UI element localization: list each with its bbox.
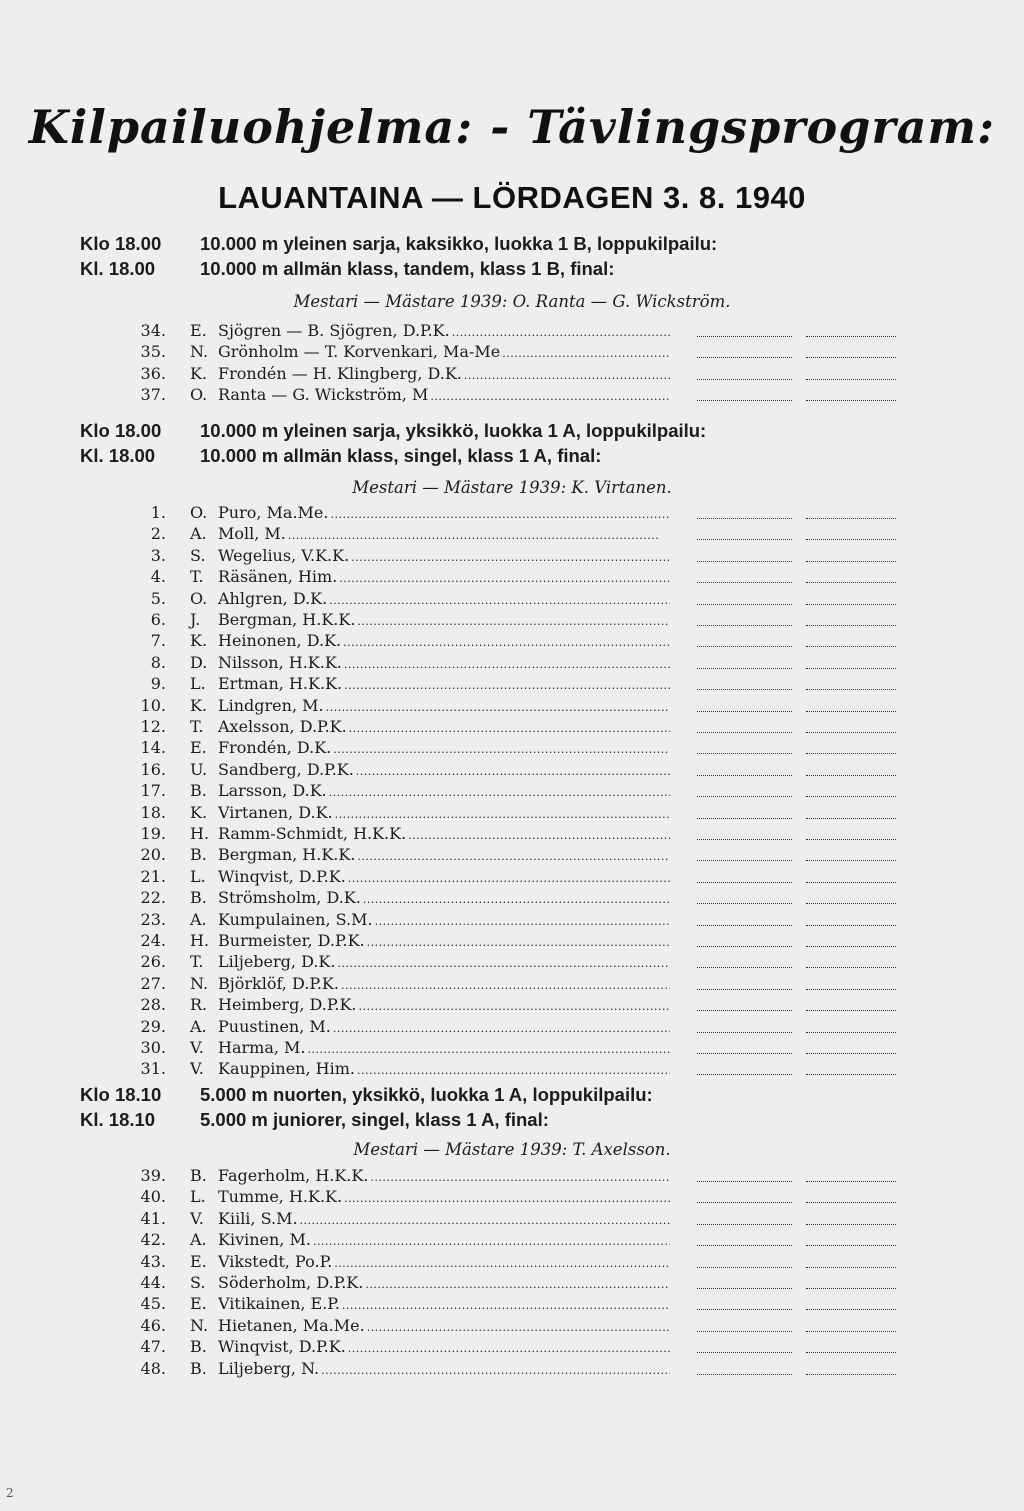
entry-initial: S. bbox=[190, 545, 206, 565]
entry-row bbox=[0, 1230, 1024, 1251]
entry-name: Heimberg, D.P.K. . . . bbox=[218, 995, 670, 1014]
event-description: 10.000 m yleinen sarja, kaksikko, luokka 1 B, loppukilpailu: bbox=[200, 233, 718, 254]
entry-initial: B. bbox=[190, 1337, 207, 1357]
entry-number: 41. bbox=[140, 1208, 166, 1228]
result-blank bbox=[806, 1309, 896, 1310]
entry-row bbox=[0, 1252, 1024, 1273]
entry-row bbox=[0, 910, 1024, 931]
entry-row bbox=[0, 1273, 1024, 1294]
entry-number: 44. bbox=[140, 1273, 166, 1292]
result-blank bbox=[697, 1032, 792, 1033]
entry-initial: S. bbox=[190, 1273, 206, 1292]
entry-initial: V. bbox=[190, 1059, 204, 1079]
entry-row bbox=[0, 546, 1024, 567]
entry-name: Fagerholm, H.K.K. . . . bbox=[218, 1166, 670, 1185]
event-description: 10.000 m allmän klass, singel, klass 1 A, final: bbox=[200, 445, 602, 466]
entry-name: Larsson, D.K. . . . bbox=[218, 781, 670, 800]
entry-initial: V. bbox=[190, 1038, 204, 1057]
entry-initial: N. bbox=[190, 342, 209, 362]
entry-row bbox=[0, 845, 1024, 866]
result-blank bbox=[806, 1053, 896, 1054]
entry-name: Virtanen, D.K. . . . bbox=[218, 803, 670, 822]
event-heading-fi bbox=[80, 1084, 653, 1106]
entry-row bbox=[0, 738, 1024, 759]
entry-number: 28. bbox=[140, 995, 166, 1015]
entry-row bbox=[0, 1038, 1024, 1059]
result-blank bbox=[697, 753, 792, 754]
result-blank bbox=[806, 967, 896, 968]
entry-number: 9. bbox=[150, 674, 166, 694]
entry-initial: L. bbox=[190, 866, 206, 886]
result-blank bbox=[806, 561, 896, 562]
result-blank bbox=[697, 646, 792, 647]
entry-name: Ahlgren, D.K. . . . bbox=[218, 589, 670, 608]
entry-number: 6. bbox=[150, 610, 166, 629]
result-blank bbox=[697, 967, 792, 968]
result-blank bbox=[806, 379, 896, 380]
result-blank bbox=[806, 518, 896, 519]
event-description: 5.000 m nuorten, yksikkö, luokka 1 A, loppukilpailu: bbox=[200, 1084, 653, 1105]
entry-row bbox=[0, 653, 1024, 674]
result-blank bbox=[697, 818, 792, 819]
entry-row bbox=[0, 824, 1024, 845]
entry-initial: A. bbox=[190, 1230, 207, 1250]
entry-name: Harma, M. . . . bbox=[218, 1038, 670, 1057]
result-blank bbox=[697, 1245, 792, 1246]
entry-initial: B. bbox=[190, 781, 207, 801]
entry-initial: E. bbox=[190, 1251, 207, 1271]
entry-row bbox=[0, 803, 1024, 824]
result-blank bbox=[697, 1224, 792, 1225]
entry-row bbox=[0, 524, 1024, 545]
entry-name: Puro, Ma.Me. . . . bbox=[218, 503, 670, 522]
entry-row bbox=[0, 1294, 1024, 1315]
entry-number: 1. bbox=[150, 503, 166, 522]
result-blank bbox=[697, 1331, 792, 1332]
entry-name: Axelsson, D.P.K. . . . bbox=[218, 717, 670, 736]
entry-name: Burmeister, D.P.K. . . . bbox=[218, 931, 670, 950]
event-time: Klo 18.00 bbox=[80, 233, 162, 254]
entry-initial: H. bbox=[190, 931, 210, 950]
entry-name: Wegelius, V.K.K. . . . bbox=[218, 546, 670, 565]
entry-name: Kauppinen, Him. . . . bbox=[218, 1059, 670, 1078]
result-blank bbox=[697, 582, 792, 583]
entry-row bbox=[0, 1187, 1024, 1208]
entry-initial: V. bbox=[190, 1208, 204, 1228]
entry-number: 3. bbox=[150, 545, 166, 565]
entry-number: 7. bbox=[150, 631, 166, 651]
result-blank bbox=[806, 604, 896, 605]
entry-number: 23. bbox=[140, 909, 166, 929]
entry-name: Hietanen, Ma.Me. . . . bbox=[218, 1316, 670, 1335]
entry-name: Bergman, H.K.K. . . . bbox=[218, 845, 670, 864]
entry-number: 22. bbox=[140, 888, 166, 908]
entry-initial: E. bbox=[190, 1294, 207, 1314]
entry-name: Puustinen, M. . . . bbox=[218, 1017, 670, 1036]
result-blank bbox=[697, 1288, 792, 1289]
result-blank bbox=[697, 1074, 792, 1075]
entry-number: 35. bbox=[140, 342, 166, 362]
entry-row bbox=[0, 674, 1024, 695]
result-blank bbox=[806, 539, 896, 540]
event-time: Klo 18.10 bbox=[80, 1084, 162, 1105]
result-blank bbox=[697, 539, 792, 540]
entry-initial: B. bbox=[190, 1358, 207, 1378]
result-blank bbox=[697, 379, 792, 380]
page-title: Kilpailuohjelma: - Tävlingsprogram: bbox=[28, 100, 996, 154]
entry-name: Vitikainen, E.P. . . . bbox=[218, 1294, 670, 1313]
entry-row bbox=[0, 888, 1024, 909]
entry-name: Ramm-Schmidt, H.K.K. . . . bbox=[218, 824, 670, 843]
entry-number: 21. bbox=[140, 866, 166, 886]
entry-number: 19. bbox=[140, 824, 166, 843]
result-blank bbox=[806, 925, 896, 926]
entry-initial: E. bbox=[190, 738, 207, 758]
entry-row bbox=[0, 1316, 1024, 1337]
entry-row bbox=[0, 610, 1024, 631]
result-blank bbox=[806, 400, 896, 401]
result-blank bbox=[697, 1010, 792, 1011]
event-heading-sv bbox=[80, 1109, 549, 1131]
result-blank bbox=[697, 561, 792, 562]
previous-champion: Mestari — Mästare 1939: T. Axelsson. bbox=[353, 1140, 671, 1159]
result-blank bbox=[806, 1331, 896, 1332]
entry-row bbox=[0, 342, 1024, 363]
entry-row bbox=[0, 781, 1024, 802]
entry-name: Frondén — H. Klingberg, D.K. . . . bbox=[218, 364, 670, 383]
entry-name: Liljeberg, N. . . . bbox=[218, 1359, 670, 1378]
result-blank bbox=[806, 946, 896, 947]
entry-number: 20. bbox=[140, 845, 166, 865]
result-blank bbox=[697, 903, 792, 904]
entry-number: 48. bbox=[140, 1358, 166, 1378]
entry-number: 12. bbox=[140, 717, 166, 736]
entry-name: Sjögren — B. Sjögren, D.P.K. . . . bbox=[218, 321, 670, 340]
date-heading: LAUANTAINA — LÖRDAGEN 3. 8. 1940 bbox=[218, 180, 806, 215]
entry-number: 42. bbox=[140, 1230, 166, 1250]
result-blank bbox=[806, 336, 896, 337]
entry-row bbox=[0, 995, 1024, 1016]
event-heading-fi bbox=[80, 420, 706, 442]
entry-initial: O. bbox=[190, 385, 208, 405]
entry-initial: J. bbox=[190, 610, 201, 629]
entry-name: Bergman, H.K.K. . . . bbox=[218, 610, 670, 629]
event-time: Kl. 18.10 bbox=[80, 1109, 156, 1130]
result-blank bbox=[806, 796, 896, 797]
entry-row bbox=[0, 952, 1024, 973]
result-blank bbox=[697, 796, 792, 797]
result-blank bbox=[806, 903, 896, 904]
result-blank bbox=[806, 646, 896, 647]
result-blank bbox=[806, 839, 896, 840]
result-blank bbox=[697, 839, 792, 840]
entry-initial: A. bbox=[190, 909, 207, 929]
result-blank bbox=[806, 582, 896, 583]
entry-name: Kumpulainen, S.M. . . . bbox=[218, 910, 670, 929]
result-blank bbox=[806, 1288, 896, 1289]
entry-row bbox=[0, 867, 1024, 888]
entry-name: Sandberg, D.P.K. . . . bbox=[218, 760, 670, 779]
entry-row bbox=[0, 1337, 1024, 1358]
result-blank bbox=[697, 946, 792, 947]
result-blank bbox=[697, 1053, 792, 1054]
entry-initial: L. bbox=[190, 674, 206, 694]
previous-champion: Mestari — Mästare 1939: O. Ranta — G. Wickström. bbox=[293, 292, 731, 311]
entry-initial: D. bbox=[190, 652, 208, 672]
result-blank bbox=[697, 860, 792, 861]
entry-number: 26. bbox=[140, 952, 166, 972]
entry-row bbox=[0, 1359, 1024, 1380]
result-blank bbox=[806, 818, 896, 819]
entry-number: 29. bbox=[140, 1016, 166, 1036]
entry-initial: B. bbox=[190, 845, 207, 865]
entry-number: 16. bbox=[140, 759, 166, 779]
result-blank bbox=[806, 1352, 896, 1353]
entry-number: 14. bbox=[140, 738, 166, 758]
entry-initial: A. bbox=[190, 1016, 207, 1036]
entry-initial: O. bbox=[190, 503, 208, 522]
entry-name: Björklöf, D.P.K. . . . bbox=[218, 974, 670, 993]
event-heading-fi bbox=[80, 233, 717, 255]
entry-number: 18. bbox=[140, 802, 166, 822]
event-description: 10.000 m yleinen sarja, yksikkö, luokka 1 A, loppukilpailu: bbox=[200, 420, 707, 441]
result-blank bbox=[806, 1267, 896, 1268]
result-blank bbox=[806, 668, 896, 669]
entry-row bbox=[0, 321, 1024, 342]
entry-row bbox=[0, 760, 1024, 781]
entry-row bbox=[0, 931, 1024, 952]
result-blank bbox=[697, 689, 792, 690]
entry-row bbox=[0, 974, 1024, 995]
entry-initial: N. bbox=[190, 973, 209, 993]
entry-name: Liljeberg, D.K. . . . bbox=[218, 952, 670, 971]
entry-initial: K. bbox=[190, 363, 208, 383]
entry-number: 37. bbox=[140, 385, 166, 405]
entry-name: Kivinen, M. . . . bbox=[218, 1230, 670, 1249]
entry-name: Grönholm — T. Korvenkari, Ma-Me . . . bbox=[218, 342, 670, 361]
entry-name: Räsänen, Him. . . . bbox=[218, 567, 670, 586]
entry-name: Strömsholm, D.K. . . . bbox=[218, 888, 670, 907]
entry-number: 27. bbox=[140, 973, 166, 993]
entry-row bbox=[0, 1166, 1024, 1187]
entry-initial: E. bbox=[190, 321, 207, 340]
entry-initial: T. bbox=[190, 952, 204, 972]
entry-number: 31. bbox=[140, 1059, 166, 1079]
entry-initial: O. bbox=[190, 588, 208, 608]
entry-initial: K. bbox=[190, 695, 208, 715]
result-blank bbox=[697, 882, 792, 883]
entry-name: Nilsson, H.K.K. . . . bbox=[218, 653, 670, 672]
previous-champion: Mestari — Mästare 1939: K. Virtanen. bbox=[352, 478, 672, 497]
entry-name: Winqvist, D.P.K. . . . bbox=[218, 1337, 670, 1356]
result-blank bbox=[806, 860, 896, 861]
entry-initial: T. bbox=[190, 717, 204, 736]
result-blank bbox=[806, 989, 896, 990]
result-blank bbox=[806, 1181, 896, 1182]
result-blank bbox=[697, 1267, 792, 1268]
result-blank bbox=[806, 1202, 896, 1203]
entry-initial: U. bbox=[190, 759, 208, 779]
result-blank bbox=[697, 711, 792, 712]
result-blank bbox=[806, 882, 896, 883]
entry-number: 43. bbox=[140, 1251, 166, 1271]
result-blank bbox=[697, 732, 792, 733]
entry-number: 30. bbox=[140, 1038, 166, 1057]
result-blank bbox=[697, 775, 792, 776]
entry-name: Vikstedt, Po.P. . . . bbox=[218, 1252, 670, 1271]
entry-initial: B. bbox=[190, 888, 207, 908]
entry-number: 40. bbox=[140, 1187, 166, 1207]
entry-number: 47. bbox=[140, 1337, 166, 1357]
entry-row bbox=[0, 696, 1024, 717]
entry-number: 5. bbox=[150, 588, 166, 608]
entry-row bbox=[0, 589, 1024, 610]
entry-name: Lindgren, M. . . . bbox=[218, 696, 670, 715]
entry-name: Tumme, H.K.K. . . . bbox=[218, 1187, 670, 1206]
event-heading-sv bbox=[80, 258, 614, 280]
entry-name: Winqvist, D.P.K. . . . bbox=[218, 867, 670, 886]
result-blank bbox=[806, 732, 896, 733]
result-blank bbox=[806, 625, 896, 626]
entry-row bbox=[0, 503, 1024, 524]
result-blank bbox=[806, 775, 896, 776]
event-time: Kl. 18.00 bbox=[80, 258, 156, 279]
entry-number: 39. bbox=[140, 1166, 166, 1185]
entry-name: Heinonen, D.K. . . . bbox=[218, 631, 670, 650]
entry-row bbox=[0, 364, 1024, 385]
entry-row bbox=[0, 1059, 1024, 1080]
result-blank bbox=[697, 989, 792, 990]
event-time: Klo 18.00 bbox=[80, 420, 162, 441]
result-blank bbox=[697, 357, 792, 358]
event-time: Kl. 18.00 bbox=[80, 445, 156, 466]
result-blank bbox=[806, 1224, 896, 1225]
result-blank bbox=[697, 336, 792, 337]
result-blank bbox=[697, 925, 792, 926]
event-description: 5.000 m juniorer, singel, klass 1 A, final: bbox=[200, 1109, 549, 1130]
entry-row bbox=[0, 1209, 1024, 1230]
entry-number: 17. bbox=[140, 781, 166, 801]
page-number: 2 bbox=[6, 1486, 14, 1500]
entry-initial: H. bbox=[190, 824, 210, 843]
entry-number: 46. bbox=[140, 1315, 166, 1335]
entry-number: 36. bbox=[140, 363, 166, 383]
result-blank bbox=[697, 400, 792, 401]
result-blank bbox=[697, 1181, 792, 1182]
result-blank bbox=[697, 625, 792, 626]
event-heading-sv bbox=[80, 445, 601, 467]
entry-number: 24. bbox=[140, 931, 166, 950]
result-blank bbox=[806, 753, 896, 754]
entry-initial: K. bbox=[190, 631, 208, 651]
result-blank bbox=[697, 1202, 792, 1203]
result-blank bbox=[697, 1309, 792, 1310]
entry-number: 45. bbox=[140, 1294, 166, 1314]
entry-name: Ertman, H.K.K. . . . bbox=[218, 674, 670, 693]
entry-initial: N. bbox=[190, 1315, 209, 1335]
result-blank bbox=[806, 1245, 896, 1246]
entry-name: Ranta — G. Wickström, M . . . bbox=[218, 385, 670, 404]
entry-name: Söderholm, D.P.K. . . . bbox=[218, 1273, 670, 1292]
entry-row bbox=[0, 385, 1024, 406]
result-blank bbox=[697, 668, 792, 669]
entry-row bbox=[0, 631, 1024, 652]
entry-number: 10. bbox=[140, 695, 166, 715]
entry-number: 4. bbox=[150, 567, 166, 587]
entry-initial: R. bbox=[190, 995, 208, 1015]
result-blank bbox=[806, 711, 896, 712]
entry-name: Moll, M. . . . bbox=[218, 524, 670, 543]
result-blank bbox=[806, 689, 896, 690]
entry-row bbox=[0, 717, 1024, 738]
result-blank bbox=[806, 1032, 896, 1033]
entry-number: 8. bbox=[150, 652, 166, 672]
result-blank bbox=[697, 518, 792, 519]
entry-initial: K. bbox=[190, 802, 208, 822]
result-blank bbox=[697, 604, 792, 605]
result-blank bbox=[806, 1010, 896, 1011]
entry-name: Frondén, D.K. . . . bbox=[218, 738, 670, 757]
result-blank bbox=[806, 357, 896, 358]
entry-number: 2. bbox=[150, 524, 166, 544]
entry-initial: T. bbox=[190, 567, 204, 587]
entry-row bbox=[0, 1017, 1024, 1038]
result-blank bbox=[806, 1074, 896, 1075]
entry-initial: L. bbox=[190, 1187, 206, 1207]
result-blank bbox=[806, 1374, 896, 1375]
entry-initial: A. bbox=[190, 524, 207, 544]
result-blank bbox=[697, 1352, 792, 1353]
result-blank bbox=[697, 1374, 792, 1375]
entry-name: Kiili, S.M. . . . bbox=[218, 1209, 670, 1228]
entry-initial: B. bbox=[190, 1166, 207, 1185]
entry-row bbox=[0, 567, 1024, 588]
entry-number: 34. bbox=[140, 321, 166, 340]
event-description: 10.000 m allmän klass, tandem, klass 1 B, final: bbox=[200, 258, 615, 279]
